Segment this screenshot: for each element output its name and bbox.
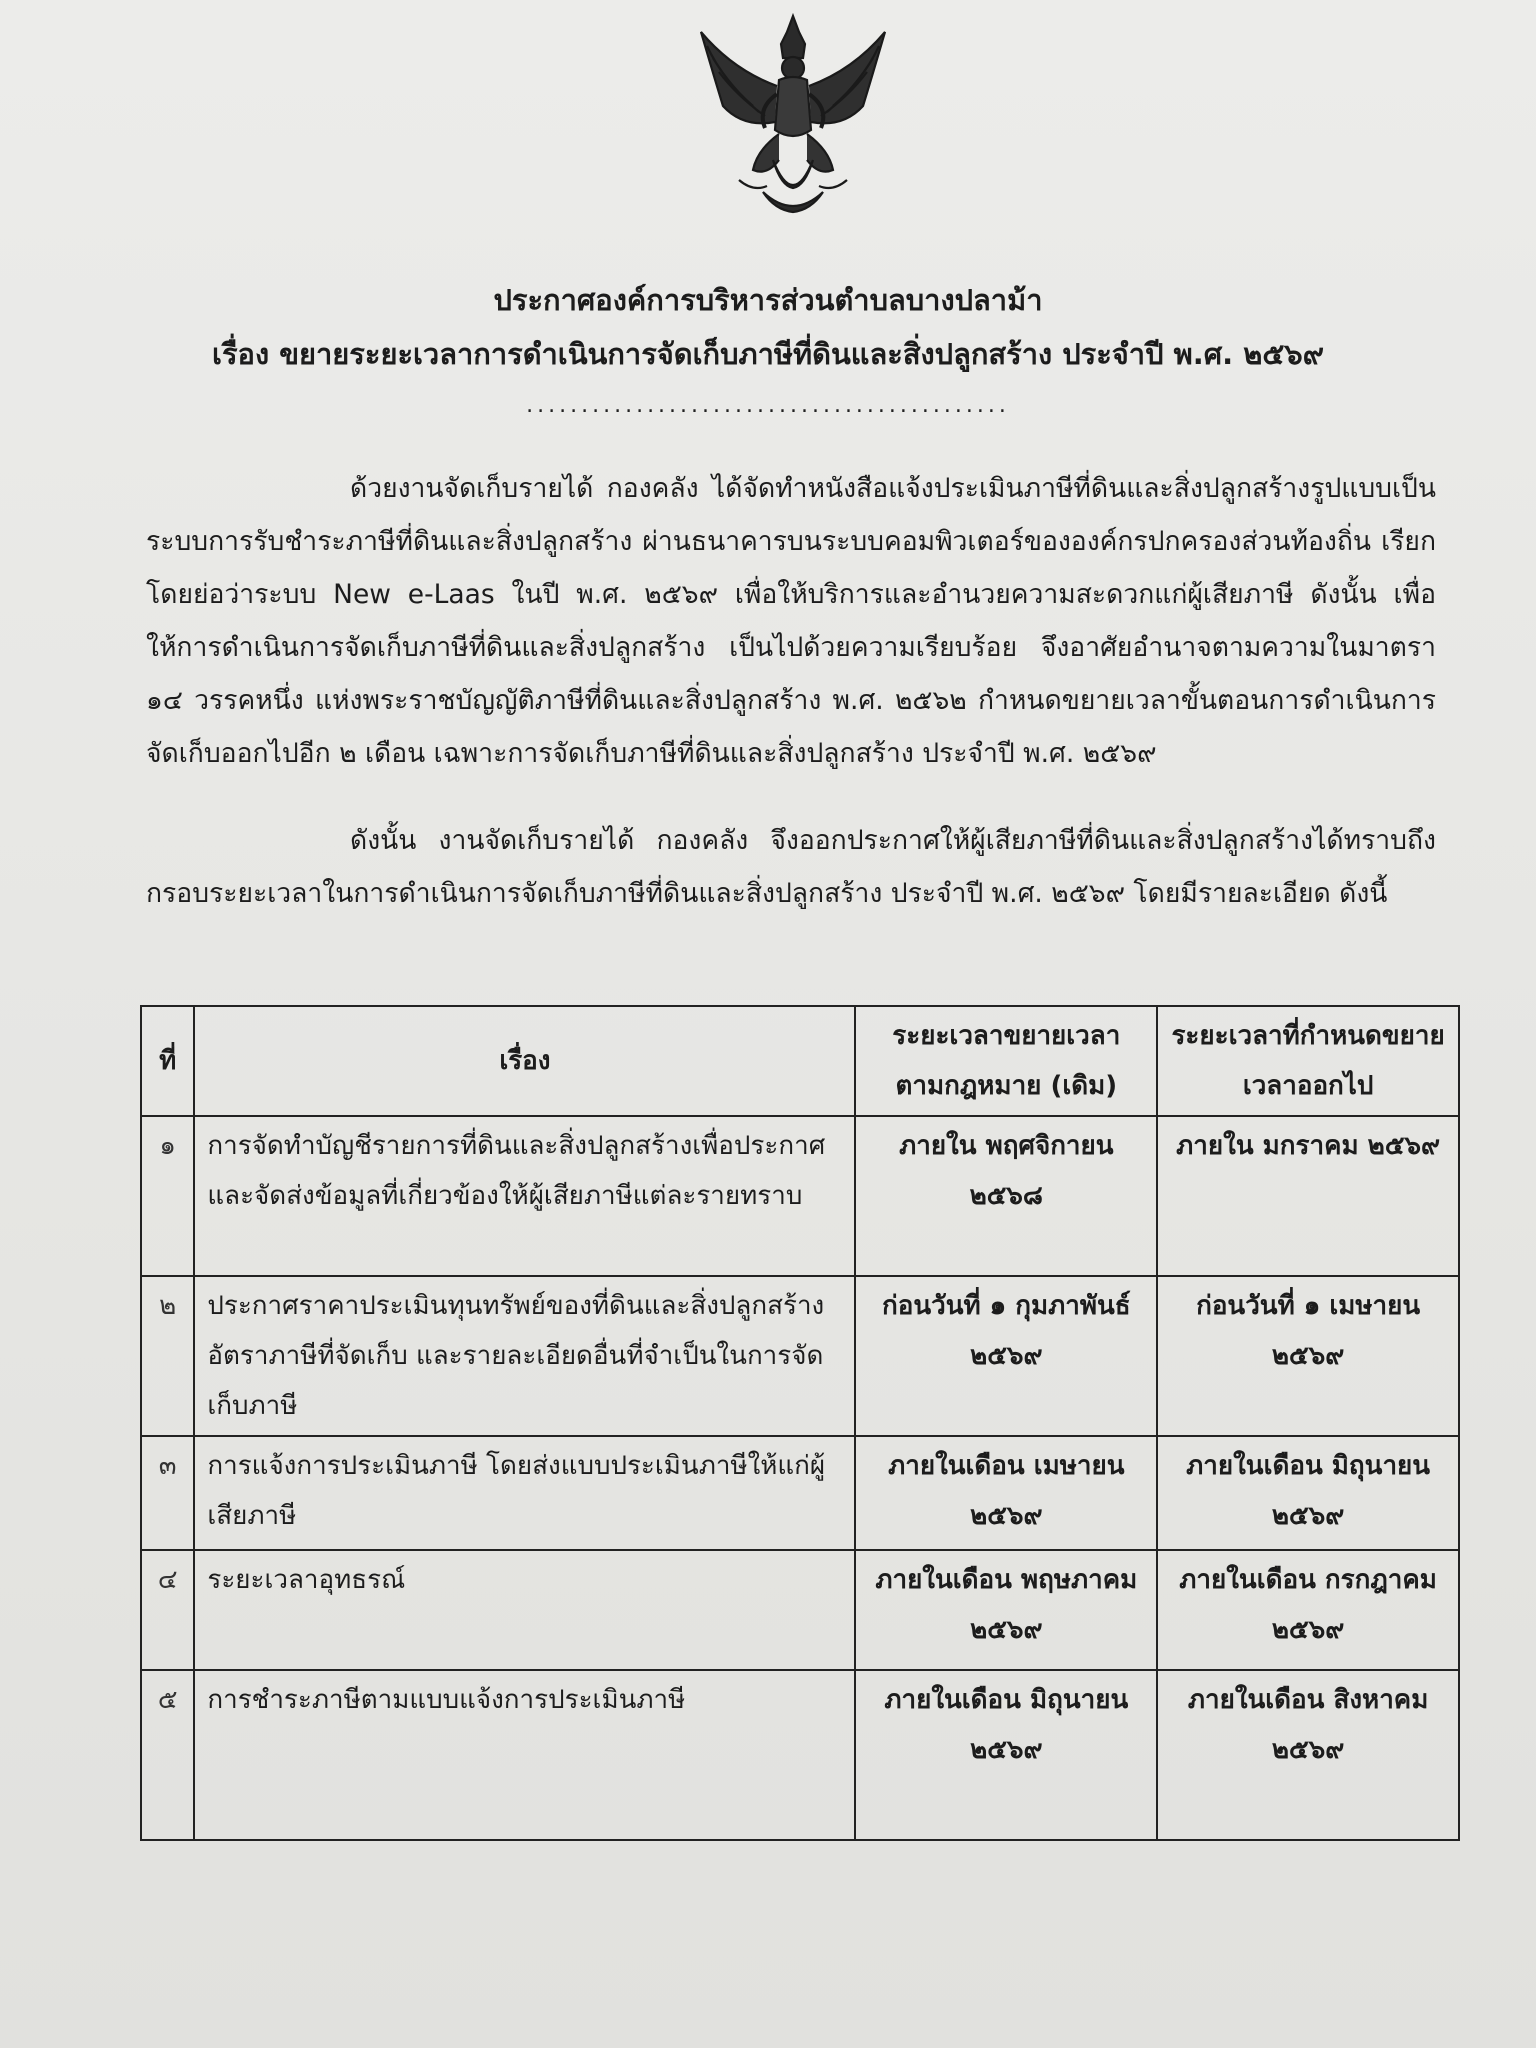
table-row: [141, 1436, 1459, 1550]
row-original-period: ก่อนวันที่ ๑ กุมภาพันธ์ ๒๕๖๙: [855, 1276, 1157, 1436]
row-subject: การแจ้งการประเมินภาษี โดยส่งแบบประเมินภาษีให้แก่ผู้เสียภาษี: [194, 1436, 855, 1550]
row-original-period: ภายในเดือน มิถุนายน ๒๕๖๙: [855, 1670, 1157, 1840]
row-extended-period: ภายในเดือน สิงหาคม ๒๕๖๙: [1157, 1670, 1459, 1840]
header-subject: เรื่อง: [194, 1006, 855, 1116]
row-subject: การจัดทำบัญชีรายการที่ดินและสิ่งปลูกสร้างเพื่อประกาศ และจัดส่งข้อมูลที่เกี่ยวข้องให้ผู้เสียภาษีแต่ละรายทราบ: [194, 1116, 855, 1276]
body-paragraph-2: ดังนั้น งานจัดเก็บรายได้ กองคลัง จึงออกประกาศให้ผู้เสียภาษีที่ดินและสิ่งปลูกสร้างได้ทราบถึงกรอบระยะเวลาในการดำเนินการจัดเก็บภาษีที่ดินและสิ่งปลูกสร้าง ประจำปี พ.ศ. ๒๕๖๙ โดยมีรายละเอียด ดังนี้: [146, 825, 1436, 909]
announcement-title: ประกาศองค์การบริหารส่วนตำบลบางปลาม้า: [493, 283, 1043, 317]
garuda-emblem-icon: [693, 10, 893, 225]
row-extended-period: ภายในเดือน มิถุนายน ๒๕๖๙: [1157, 1436, 1459, 1550]
row-no: ๓: [141, 1436, 194, 1550]
header-no: ที่: [141, 1006, 194, 1116]
tax-schedule-table: [140, 1005, 1460, 1841]
row-no: ๑: [141, 1116, 194, 1276]
table-header-row: [141, 1006, 1459, 1116]
row-no: ๕: [141, 1670, 194, 1840]
title-separator: ............................................: [526, 393, 1010, 418]
row-original-period: ภายในเดือน พฤษภาคม ๒๕๖๙: [855, 1550, 1157, 1670]
row-subject: การชำระภาษีตามแบบแจ้งการประเมินภาษี: [194, 1670, 855, 1840]
row-extended-period: ภายใน มกราคม ๒๕๖๙: [1157, 1116, 1459, 1276]
table-row: [141, 1276, 1459, 1436]
row-subject: ระยะเวลาอุทธรณ์: [194, 1550, 855, 1670]
row-no: ๒: [141, 1276, 194, 1436]
header-extended-period: ระยะเวลาที่กำหนดขยายเวลาออกไป: [1157, 1006, 1459, 1116]
row-original-period: ภายใน พฤศจิกายน ๒๕๖๘: [855, 1116, 1157, 1276]
table-row: [141, 1550, 1459, 1670]
row-extended-period: ภายในเดือน กรกฎาคม ๒๕๖๙: [1157, 1550, 1459, 1670]
announcement-subject: เรื่อง ขยายระยะเวลาการดำเนินการจัดเก็บภาษีที่ดินและสิ่งปลูกสร้าง ประจำปี พ.ศ. ๒๕๖๙: [212, 337, 1324, 371]
table-row: [141, 1116, 1459, 1276]
body-paragraph-1: ด้วยงานจัดเก็บรายได้ กองคลัง ได้จัดทำหนังสือแจ้งประเมินภาษีที่ดินและสิ่งปลูกสร้างรูปแบบเป็นระบบการรับชำระภาษีที่ดินและสิ่งปลูกสร้าง ผ่านธนาคารบนระบบคอมพิวเตอร์ขององค์กรปกครองส่วนท้องถิ่น เรียกโดยย่อว่าระบบ New e-Laas ในปี พ.ศ. ๒๕๖๙ เพื่อให้บริการและอำนวยความสะดวกแก่ผู้เสียภาษี ดังนั้น เพื่อให้การดำเนินการจัดเก็บภาษีที่ดินและสิ่งปลูกสร้าง เป็นไปด้วยความเรียบร้อย จึงอาศัยอำนาจตามความในมาตรา ๑๔ วรรคหนึ่ง แห่งพระราชบัญญัติภาษีที่ดินและสิ่งปลูกสร้าง พ.ศ. ๒๕๖๒ กำหนดขยายเวลาขั้นตอนการดำเนินการจัดเก็บออกไปอีก ๒ เดือน เฉพาะการจัดเก็บภาษีที่ดินและสิ่งปลูกสร้าง ประจำปี พ.ศ. ๒๕๖๙: [146, 473, 1436, 769]
row-no: ๔: [141, 1550, 194, 1670]
row-original-period: ภายในเดือน เมษายน ๒๕๖๙: [855, 1436, 1157, 1550]
table-row: [141, 1670, 1459, 1840]
header-original-period: ระยะเวลาขยายเวลาตามกฎหมาย (เดิม): [855, 1006, 1157, 1116]
row-extended-period: ก่อนวันที่ ๑ เมษายน ๒๕๖๙: [1157, 1276, 1459, 1436]
row-subject: ประกาศราคาประเมินทุนทรัพย์ของที่ดินและสิ่งปลูกสร้าง อัตราภาษีที่จัดเก็บ และรายละเอียดอื่นที่จำเป็นในการจัดเก็บภาษี: [194, 1276, 855, 1436]
